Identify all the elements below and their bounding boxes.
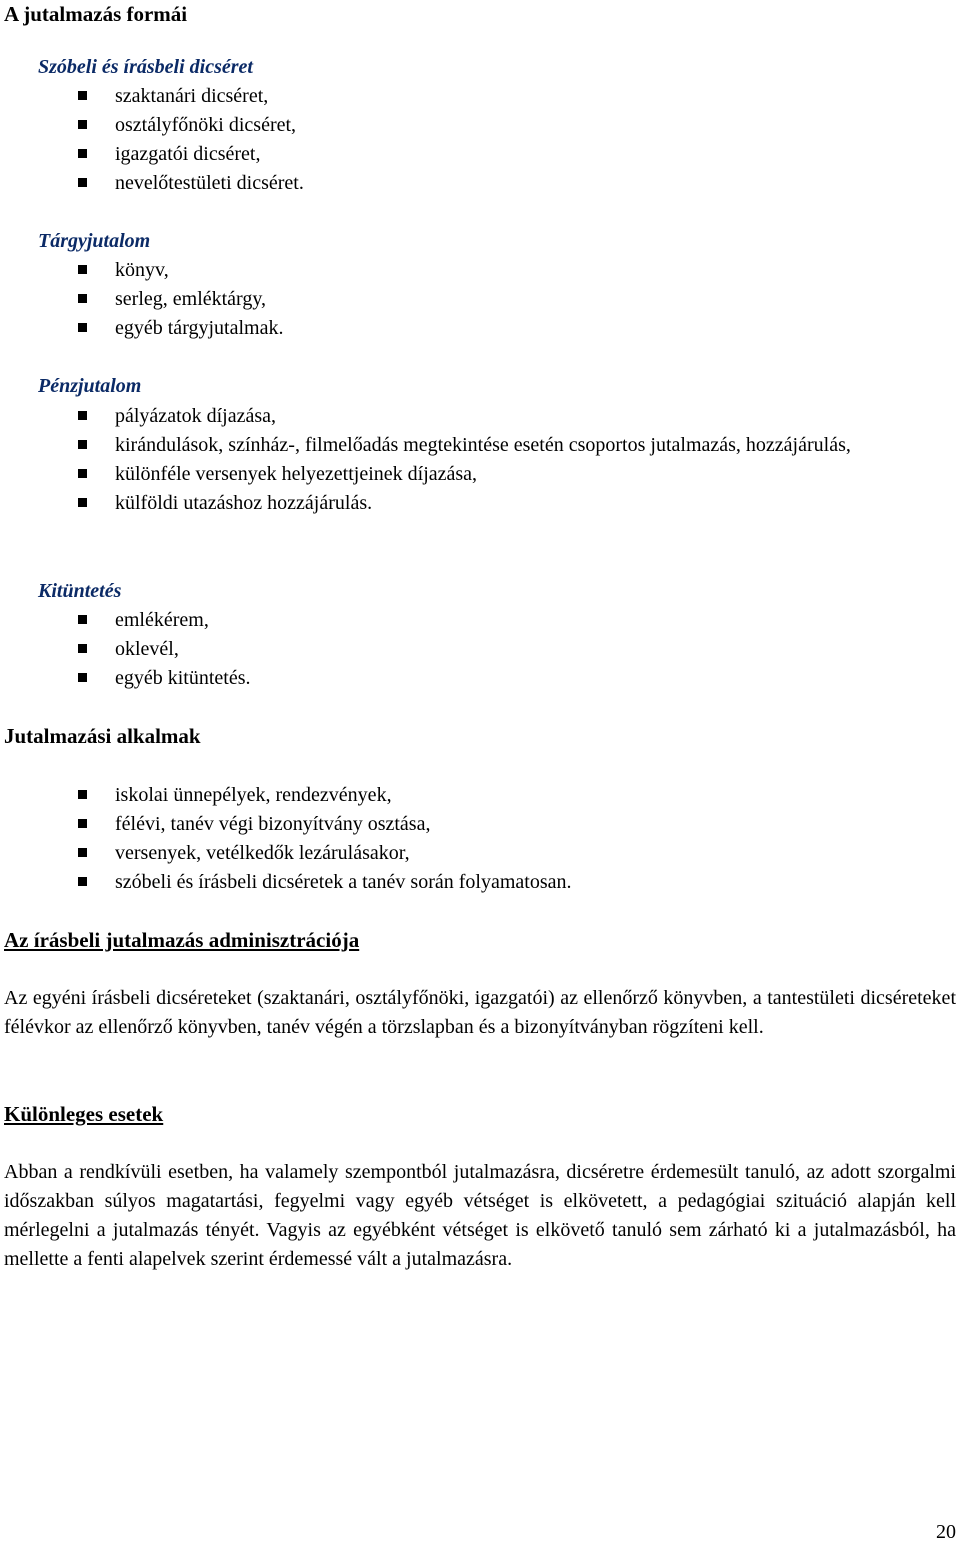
square-bullet-icon bbox=[78, 644, 87, 653]
page-title: A jutalmazás formái bbox=[4, 2, 188, 26]
occasions-heading: Jutalmazási alkalmak bbox=[4, 724, 201, 748]
list-kituntetes bbox=[78, 606, 956, 693]
list-item: külföldi utazáshoz hozzájárulás. bbox=[78, 489, 956, 518]
admin-paragraph: Az egyéni írásbeli dicséreteket (szaktanári, osztályfőnöki, igazgatói) az ellenőrző könyvben, a tantestületi dicséreteket félévkor az ellenőrző könyvben, tanév végén a törzslapban és a bizonyítványban rögzíteni kell. bbox=[4, 987, 956, 1038]
special-heading: Különleges esetek bbox=[4, 1102, 164, 1126]
square-bullet-icon bbox=[78, 790, 87, 799]
square-bullet-icon bbox=[78, 178, 87, 187]
section-heading-targyjutalom: Tárgyjutalom bbox=[38, 230, 151, 252]
list-occasions bbox=[78, 781, 956, 897]
list-item: emlékérem, bbox=[78, 606, 956, 635]
square-bullet-icon bbox=[78, 819, 87, 828]
list-item: versenyek, vetélkedők lezárulásakor, bbox=[78, 839, 956, 868]
list-penzjutalom bbox=[78, 402, 956, 518]
square-bullet-icon bbox=[78, 877, 87, 886]
square-bullet-icon bbox=[78, 498, 87, 507]
square-bullet-icon bbox=[78, 615, 87, 624]
special-paragraph: Abban a rendkívüli esetben, ha valamely szempontból jutalmazásra, dicséretre érdemesült tanuló, az adott szorgalmi időszakban súlyos magatartási, fegyelmi vagy egyéb vétséget is elkövetett, a pedagógiai szituáció alapján kell mérlegelni a jutalmazás tényét. Vagyis az egyébként vétséget is elkövető tanuló sem zárható ki a jutalmazásból, ha mellette a fenti alapelvek szerint érdemessé vált a jutalmazásra. bbox=[4, 1161, 956, 1270]
list-targyjutalom bbox=[78, 256, 956, 343]
list-item: pályázatok díjazása, bbox=[78, 402, 956, 431]
list-item: serleg, emléktárgy, bbox=[78, 285, 956, 314]
list-szobeli bbox=[78, 82, 956, 198]
list-item: nevelőtestületi dicséret. bbox=[78, 169, 956, 198]
square-bullet-icon bbox=[78, 469, 87, 478]
page-number: 20 bbox=[936, 1521, 956, 1543]
list-item: könyv, bbox=[78, 256, 956, 285]
square-bullet-icon bbox=[78, 149, 87, 158]
list-item: igazgatói dicséret, bbox=[78, 140, 956, 169]
list-item: félévi, tanév végi bizonyítvány osztása, bbox=[78, 810, 956, 839]
square-bullet-icon bbox=[78, 673, 87, 682]
list-item: szaktanári dicséret, bbox=[78, 82, 956, 111]
section-heading-kituntetes: Kitüntetés bbox=[38, 580, 122, 602]
square-bullet-icon bbox=[78, 323, 87, 332]
square-bullet-icon bbox=[78, 411, 87, 420]
square-bullet-icon bbox=[78, 91, 87, 100]
square-bullet-icon bbox=[78, 294, 87, 303]
list-item: oklevél, bbox=[78, 635, 956, 664]
square-bullet-icon bbox=[78, 120, 87, 129]
square-bullet-icon bbox=[78, 848, 87, 857]
section-heading-szobeli: Szóbeli és írásbeli dicséret bbox=[38, 56, 253, 78]
list-item: osztályfőnöki dicséret, bbox=[78, 111, 956, 140]
square-bullet-icon bbox=[78, 440, 87, 449]
list-item: szóbeli és írásbeli dicséretek a tanév során folyamatosan. bbox=[78, 868, 956, 897]
square-bullet-icon bbox=[78, 265, 87, 274]
list-item: különféle versenyek helyezettjeinek díjazása, bbox=[78, 460, 956, 489]
admin-heading: Az írásbeli jutalmazás adminisztrációja bbox=[4, 928, 360, 952]
list-item: egyéb tárgyjutalmak. bbox=[78, 314, 956, 343]
list-item: kirándulások, színház-, filmelőadás megtekintése esetén csoportos jutalmazás, hozzájárulás, bbox=[78, 431, 956, 460]
list-item: iskolai ünnepélyek, rendezvények, bbox=[78, 781, 956, 810]
section-heading-penzjutalom: Pénzjutalom bbox=[38, 375, 142, 397]
list-item: egyéb kitüntetés. bbox=[78, 664, 956, 693]
